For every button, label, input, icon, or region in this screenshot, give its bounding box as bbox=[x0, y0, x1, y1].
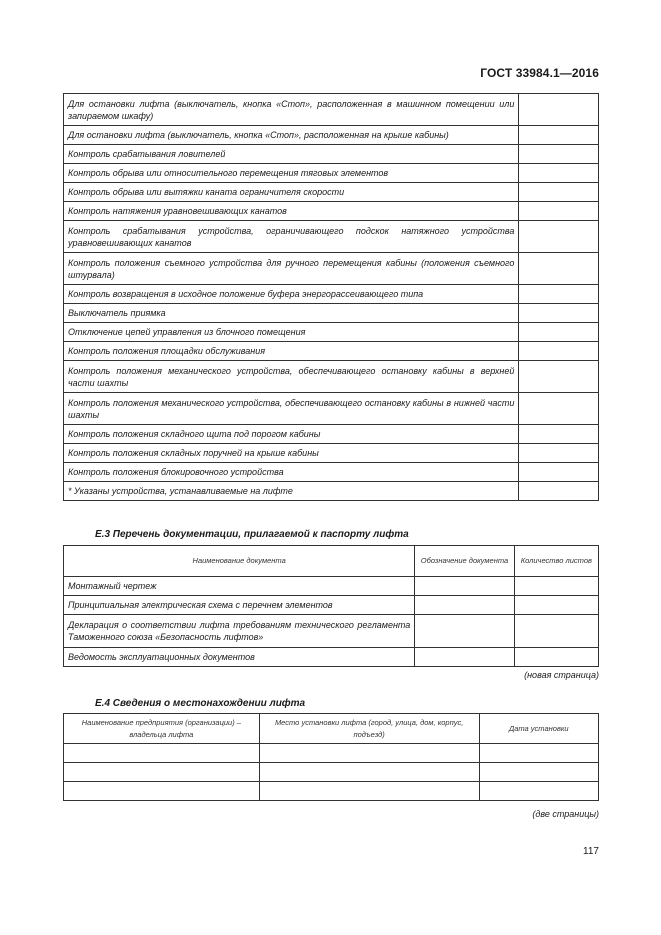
table-row bbox=[64, 304, 599, 323]
table-row bbox=[64, 361, 599, 393]
table-row bbox=[64, 393, 599, 425]
standard-number: ГОСТ 33984.1—2016 bbox=[480, 66, 599, 80]
device-name-cell: Контроль положения механического устройства, обеспечивающего остановку кабины в верхней части шахты bbox=[64, 361, 519, 393]
device-name-cell: Контроль срабатывания устройства, ограничивающего подскок натяжного устройства уравновешивающих канатов bbox=[64, 221, 519, 253]
empty-cell bbox=[519, 94, 599, 126]
table-row bbox=[64, 425, 599, 444]
empty-cell bbox=[514, 596, 598, 615]
document-name-cell: Декларация о соответствии лифта требованиям технического регламента Таможенного союза «Безопасность лифтов» bbox=[64, 615, 415, 648]
empty-cell bbox=[514, 577, 598, 596]
table-row bbox=[64, 763, 599, 782]
table-row bbox=[64, 577, 599, 596]
device-name-cell: Контроль натяжения уравновешивающих канатов bbox=[64, 202, 519, 221]
device-name-cell: Контроль обрыва или относительного перемещения тяговых элементов bbox=[64, 164, 519, 183]
table-row bbox=[64, 782, 599, 801]
empty-cell bbox=[519, 221, 599, 253]
device-name-cell: * Указаны устройства, устанавливаемые на лифте bbox=[64, 482, 519, 501]
cell bbox=[479, 782, 598, 801]
device-name-cell: Контроль положения блокировочного устройства bbox=[64, 463, 519, 482]
device-name-cell: Контроль положения площадки обслуживания bbox=[64, 342, 519, 361]
empty-cell bbox=[415, 615, 514, 648]
empty-cell bbox=[519, 482, 599, 501]
empty-cell bbox=[514, 648, 598, 667]
empty-cell bbox=[519, 145, 599, 164]
device-name-cell: Контроль положения складного щита под порогом кабины bbox=[64, 425, 519, 444]
col-document-name: Наименование документа bbox=[64, 546, 415, 577]
table-row bbox=[64, 285, 599, 304]
table-row bbox=[64, 342, 599, 361]
device-name-cell: Для остановки лифта (выключатель, кнопка «Стоп», расположенная в машинном помещении или запираемом шкафу) bbox=[64, 94, 519, 126]
empty-cell bbox=[519, 444, 599, 463]
empty-cell bbox=[519, 183, 599, 202]
device-name-cell: Контроль возвращения в исходное положение буфера энергорассеивающего типа bbox=[64, 285, 519, 304]
cell bbox=[64, 763, 260, 782]
table-row bbox=[64, 94, 599, 126]
device-name-cell: Отключение цепей управления из блочного помещения bbox=[64, 323, 519, 342]
table-row bbox=[64, 482, 599, 501]
device-name-cell: Выключатель приямка bbox=[64, 304, 519, 323]
empty-cell bbox=[519, 164, 599, 183]
cell bbox=[259, 763, 479, 782]
empty-cell bbox=[519, 361, 599, 393]
col-sheets: Количество листов bbox=[514, 546, 598, 577]
cell bbox=[259, 744, 479, 763]
empty-cell bbox=[519, 202, 599, 221]
table-row bbox=[64, 202, 599, 221]
document-name-cell: Ведомость эксплуатационных документов bbox=[64, 648, 415, 667]
empty-cell bbox=[519, 304, 599, 323]
device-name-cell: Контроль обрыва или вытяжки каната ограничителя скорости bbox=[64, 183, 519, 202]
device-name-cell: Контроль положения съемного устройства для ручного перемещения кабины (положения съемного штурвала) bbox=[64, 253, 519, 285]
location-table bbox=[63, 713, 599, 801]
device-name-cell: Для остановки лифта (выключатель, кнопка «Стоп», расположенная на крыше кабины) bbox=[64, 126, 519, 145]
table-row bbox=[64, 183, 599, 202]
section-e4-title: Е.4 Сведения о местонахождении лифта bbox=[95, 698, 306, 709]
table-row bbox=[64, 444, 599, 463]
safety-devices-table bbox=[63, 93, 599, 501]
empty-cell bbox=[415, 648, 514, 667]
col-owner: Наименование предприятия (организации) – владельца лифта bbox=[64, 714, 260, 744]
table-row bbox=[64, 744, 599, 763]
table-row bbox=[64, 164, 599, 183]
cell bbox=[479, 744, 598, 763]
table-row bbox=[64, 615, 599, 648]
document-name-cell: Принципиальная электрическая схема с перечнем элементов bbox=[64, 596, 415, 615]
empty-cell bbox=[519, 323, 599, 342]
table-row bbox=[64, 323, 599, 342]
table-row bbox=[64, 596, 599, 615]
empty-cell bbox=[415, 596, 514, 615]
section-e3-title: Е.3 Перечень документации, прилагаемой к паспорту лифта bbox=[95, 529, 409, 540]
cell bbox=[259, 782, 479, 801]
document-name-cell: Монтажный чертеж bbox=[64, 577, 415, 596]
empty-cell bbox=[519, 253, 599, 285]
empty-cell bbox=[415, 577, 514, 596]
empty-cell bbox=[519, 463, 599, 482]
empty-cell bbox=[514, 615, 598, 648]
new-page-note: (новая страница) bbox=[524, 670, 599, 680]
empty-cell bbox=[519, 342, 599, 361]
two-pages-note: (две страницы) bbox=[532, 809, 599, 819]
empty-cell bbox=[519, 285, 599, 304]
documentation-table bbox=[63, 545, 599, 667]
table-row bbox=[64, 126, 599, 145]
cell bbox=[64, 782, 260, 801]
table-row bbox=[64, 463, 599, 482]
table-row bbox=[64, 253, 599, 285]
device-name-cell: Контроль положения складных поручней на крыше кабины bbox=[64, 444, 519, 463]
table-row bbox=[64, 145, 599, 164]
device-name-cell: Контроль срабатывания ловителей bbox=[64, 145, 519, 164]
col-place: Место установки лифта (город, улица, дом, корпус, подъезд) bbox=[259, 714, 479, 744]
col-designation: Обозначение документа bbox=[415, 546, 514, 577]
table-row bbox=[64, 648, 599, 667]
empty-cell bbox=[519, 425, 599, 444]
empty-cell bbox=[519, 126, 599, 145]
col-date: Дата установки bbox=[479, 714, 598, 744]
table-row bbox=[64, 221, 599, 253]
cell bbox=[64, 744, 260, 763]
device-name-cell: Контроль положения механического устройства, обеспечивающего остановку кабины в нижней части шахты bbox=[64, 393, 519, 425]
page-number: 117 bbox=[583, 846, 599, 857]
empty-cell bbox=[519, 393, 599, 425]
cell bbox=[479, 763, 598, 782]
